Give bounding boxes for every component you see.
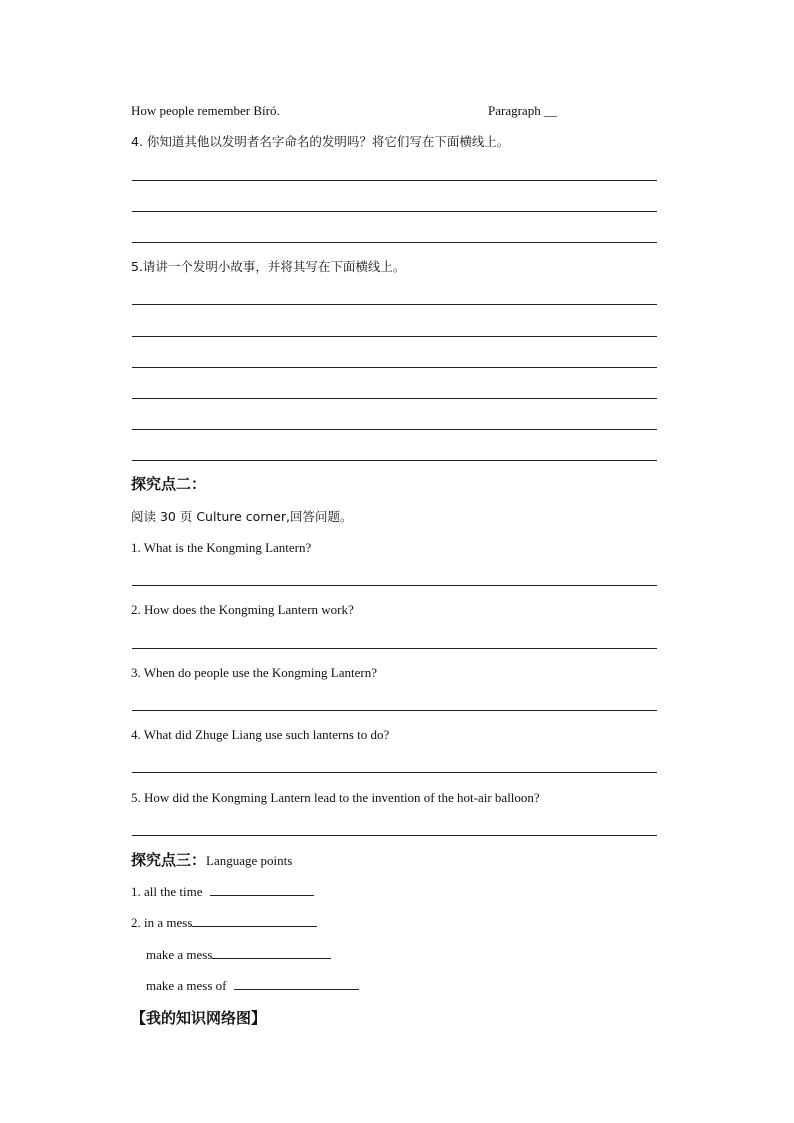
section-3-title [131, 851, 292, 870]
answer-line[interactable] [132, 242, 657, 243]
language-point-2c-text: make a mess of [146, 978, 227, 993]
answer-line[interactable] [132, 835, 657, 836]
kongming-question-5: 5. How did the Kongming Lantern lead to the invention of the hot-air balloon? [131, 790, 540, 805]
answer-line[interactable] [132, 211, 657, 212]
language-point-2b [146, 946, 331, 963]
language-point-2-text: 2. in a mess [131, 915, 193, 930]
question-5: 5.请讲一个发明小故事，并将其写在下面横线上。 [131, 259, 406, 274]
answer-line[interactable] [132, 585, 657, 586]
fill-blank[interactable] [192, 914, 317, 927]
answer-line[interactable] [132, 180, 657, 181]
answer-line[interactable] [132, 772, 657, 773]
language-point-1-text: 1. all the time [131, 884, 203, 899]
kongming-question-3: 3. When do people use the Kongming Lantern? [131, 665, 377, 680]
language-point-2c [146, 977, 359, 994]
fill-blank[interactable] [212, 946, 331, 959]
line-how-people-remember: How people remember Bíró. [131, 103, 280, 118]
section-2-intro: 阅读 30 页 Culture corner,回答问题。 [131, 509, 353, 524]
language-point-2 [131, 914, 317, 931]
section-3-subtitle: Language points [206, 853, 293, 868]
answer-line[interactable] [132, 398, 657, 399]
answer-line[interactable] [132, 648, 657, 649]
kongming-question-2: 2. How does the Kongming Lantern work? [131, 602, 354, 617]
kongming-question-4: 4. What did Zhuge Liang use such lanterns to do? [131, 727, 390, 742]
answer-line[interactable] [132, 710, 657, 711]
answer-line[interactable] [132, 429, 657, 430]
answer-line[interactable] [132, 336, 657, 337]
fill-blank[interactable] [210, 883, 314, 896]
section-3-title-text: 探究点三： [131, 851, 207, 869]
fill-blank[interactable] [234, 977, 359, 990]
paragraph-blank: Paragraph __ [488, 103, 557, 118]
question-4: 4. 你知道其他以发明者名字命名的发明吗？将它们写在下面横线上。 [131, 134, 510, 149]
kongming-question-1: 1. What is the Kongming Lantern? [131, 540, 312, 555]
answer-line[interactable] [132, 367, 657, 368]
language-point-1 [131, 883, 314, 900]
answer-line[interactable] [132, 460, 657, 461]
knowledge-map-title: 【我的知识网络图】 [131, 1009, 267, 1027]
section-2-title: 探究点二： [131, 475, 207, 493]
language-point-2b-text: make a mess [146, 947, 213, 962]
answer-line[interactable] [132, 304, 657, 305]
